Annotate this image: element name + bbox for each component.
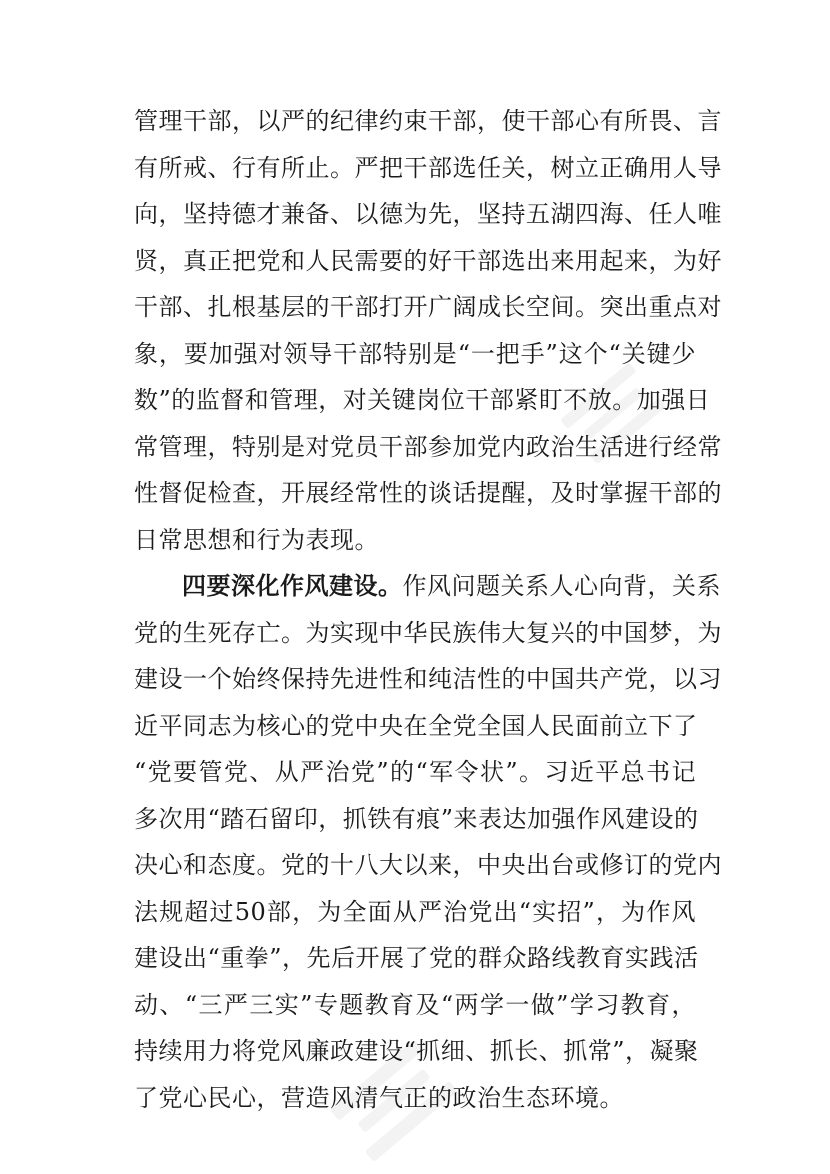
p1-line-2: 有所戒、行有所止。严把干部选任关，树立正确用人导 <box>134 153 722 182</box>
p1-line-5: 干部、扎根基层的干部打开广阔成长空间。突出重点对 <box>134 293 722 321</box>
p2-line-9: 建设出“重拳”，先后开展了党的群众路线教育实践活 <box>134 944 699 972</box>
p2-line-1-rest: 作风问题关系人心向背，关系 <box>402 572 721 600</box>
p2-line-12: 了党心民心，营造风清气正的政治生态环境。 <box>134 1083 624 1112</box>
p2-line-7: 决心和态度。党的十八大以来，中央出台或修订的党内 <box>134 851 722 879</box>
p2-line-4: 近平同志为核心的党中央在全党全国人民面前立下了 <box>134 711 698 740</box>
p1-line-4: 贤，真正把党和人民需要的好干部选出来用起来，为好 <box>134 246 722 275</box>
p2-line-2: 党的生死存亡。为实现中华民族伟大复兴的中国梦，为 <box>134 618 722 647</box>
p2-line-5: “党要管党、从严治党”的“军令状”。习近平总书记 <box>134 758 696 786</box>
section-heading: 四要深化作风建设。 <box>182 571 403 600</box>
p2-line-11: 持续用力将党风廉政建设“抓细、抓长、抓常”，凝聚 <box>134 1037 699 1065</box>
p1-line-10: 日常思想和行为表现。 <box>134 525 379 554</box>
p1-line-7: 数”的监督和管理，对关键岗位干部紧盯不放。加强日 <box>134 386 711 414</box>
p1-line-1: 管理干部，以严的纪律约束干部，使干部心有所畏、言 <box>134 107 722 135</box>
p2-line-1 <box>134 563 721 610</box>
body-text <box>134 98 722 1121</box>
p2-line-8: 法规超过50部，为全面从严治党出“实招”，为作风 <box>134 897 696 926</box>
p1-line-6: 象，要加强对领导干部特别是“一把手”这个“关键少 <box>134 339 696 368</box>
p2-line-10: 动、“三严三实”专题教育及“两学一做”学习教育， <box>134 990 696 1019</box>
p1-line-9: 性督促检查，开展经常性的谈话提醒，及时掌握干部的 <box>134 479 722 507</box>
p1-line-8: 常管理，特别是对党员干部参加党内政治生活进行经常 <box>134 432 722 461</box>
p2-line-6: 多次用“踏石留印，抓铁有痕”来表达加强作风建设的 <box>134 804 699 833</box>
p2-line-3: 建设一个始终保持先进性和纯洁性的中国共产党，以习 <box>134 665 722 693</box>
p1-line-3: 向，坚持德才兼备、以德为先，坚持五湖四海、任人唯 <box>134 200 722 228</box>
